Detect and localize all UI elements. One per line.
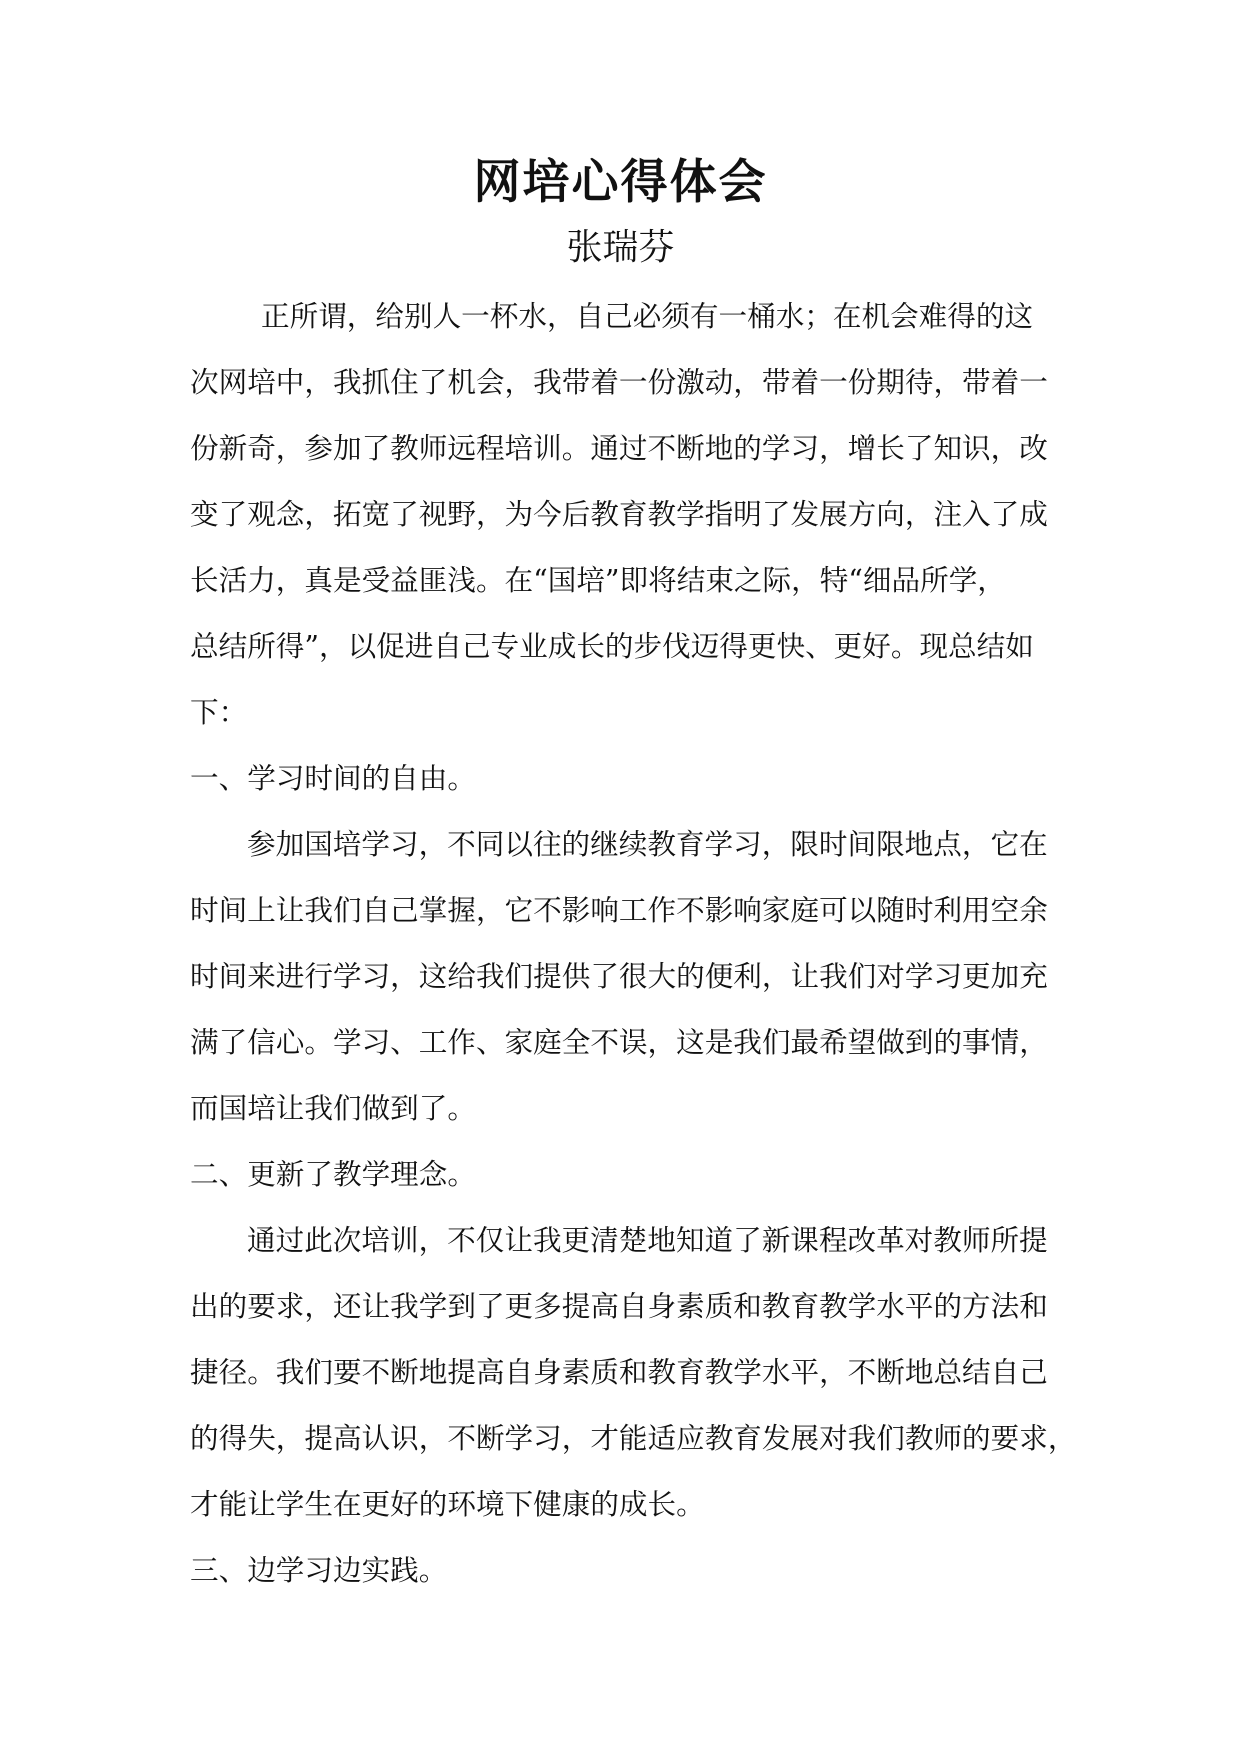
text-line: 参加国培学习，不同以往的继续教育学习，限时间限地点，它在 xyxy=(247,827,1048,861)
text-line: 份新奇，参加了教师远程培训。通过不断地的学习，增长了知识，改 xyxy=(190,431,1048,465)
document-author: 张瑞芬 xyxy=(566,227,675,268)
text-line: 满了信心。学习、工作、家庭全不误，这是我们最希望做到的事情， xyxy=(190,1025,1048,1059)
section-paragraph xyxy=(190,1207,1077,1537)
section-heading: 三、边学习边实践。 xyxy=(190,1553,448,1587)
text-line: 下： xyxy=(190,695,248,729)
text-line: 通过此次培训，不仅让我更清楚地知道了新课程改革对教师所提 xyxy=(247,1223,1048,1257)
text-line: 总结所得”，以促进自己专业成长的步伐迈得更快、更好。现总结如 xyxy=(190,629,1034,663)
text-line: 捷径。我们要不断地提高自身素质和教育教学水平，不断地总结自己 xyxy=(190,1355,1048,1389)
text-line: 出的要求，还让我学到了更多提高自身素质和教育教学水平的方法和 xyxy=(190,1289,1048,1323)
text-line: 时间上让我们自己掌握，它不影响工作不影响家庭可以随时利用空余 xyxy=(190,893,1048,927)
text-line: 才能让学生在更好的环境下健康的成长。 xyxy=(190,1487,705,1521)
text-line: 正所谓，给别人一杯水，自己必须有一桶水；在机会难得的这 xyxy=(261,299,1034,333)
document-body xyxy=(190,283,1077,1603)
intro-paragraph xyxy=(190,283,1058,745)
section-paragraph xyxy=(190,811,1058,1141)
text-line: 而国培让我们做到了。 xyxy=(190,1091,476,1125)
document-title: 网培心得体会 xyxy=(473,155,768,210)
text-line: 变了观念，拓宽了视野，为今后教育教学指明了发展方向，注入了成 xyxy=(190,497,1048,531)
text-line: 次网培中，我抓住了机会，我带着一份激动，带着一份期待，带着一 xyxy=(190,365,1048,399)
section-heading: 二、更新了教学理念。 xyxy=(190,1157,476,1191)
text-line: 长活力，真是受益匪浅。在“国培”即将结束之际，特“细品所学， xyxy=(190,563,1006,597)
text-line: 时间来进行学习，这给我们提供了很大的便利，让我们对学习更加充 xyxy=(190,959,1048,993)
section-heading: 一、学习时间的自由。 xyxy=(190,761,476,795)
text-line: 的得失，提高认识，不断学习，才能适应教育发展对我们教师的要求， xyxy=(190,1421,1077,1455)
